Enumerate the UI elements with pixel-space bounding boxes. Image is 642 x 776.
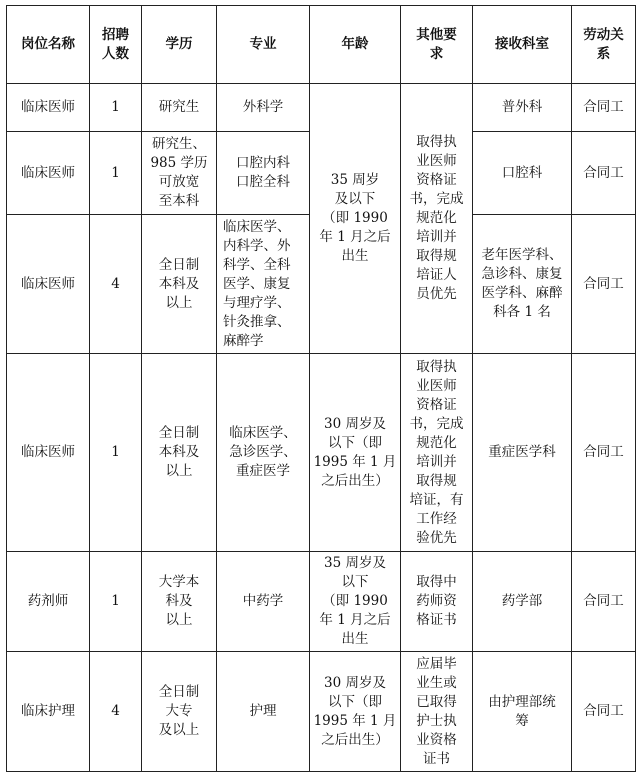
cell-line: 医学、康复 bbox=[223, 275, 291, 292]
table-row bbox=[7, 84, 636, 132]
cell-position: 临床护理 bbox=[7, 652, 90, 772]
cell-line: 重症医学 bbox=[236, 463, 290, 479]
cell-line: 本科及 bbox=[158, 444, 200, 460]
cell-line: 护理 bbox=[249, 703, 277, 719]
cell-line: 口腔科 bbox=[501, 164, 543, 181]
cell-line: 全日制 bbox=[158, 256, 200, 273]
cell-position: 临床医师 bbox=[7, 132, 90, 215]
cell-count: 1 bbox=[90, 354, 142, 552]
header-line: 系 bbox=[596, 45, 611, 62]
cell-line: 及以上 bbox=[158, 722, 200, 738]
header-line: 劳动关 bbox=[583, 26, 624, 43]
cell-line: 已取得 bbox=[416, 693, 457, 710]
cell-line: 资格证 bbox=[416, 396, 457, 413]
cell-line: 大学本 bbox=[158, 574, 200, 590]
cell-line: 药师资 bbox=[416, 593, 457, 609]
cell-count: 1 bbox=[90, 552, 142, 652]
cell-major bbox=[217, 552, 310, 652]
cell-line: 临床医学、 bbox=[229, 425, 297, 441]
cell-line: 取得规 bbox=[416, 472, 457, 489]
cell-age-merged bbox=[310, 84, 401, 354]
cell-line: 大专 bbox=[165, 703, 193, 719]
cell-relation: 合同工 bbox=[572, 132, 636, 215]
cell-line: 业生或 bbox=[416, 674, 457, 691]
header-labor-relation bbox=[572, 6, 636, 84]
cell-other bbox=[401, 354, 473, 552]
header-line: 其他要 bbox=[416, 26, 457, 43]
cell-line: 培训并 bbox=[416, 453, 457, 470]
cell-line: 口腔全科 bbox=[236, 174, 290, 190]
cell-line: 急诊科、康复 bbox=[481, 266, 563, 282]
document bbox=[6, 5, 636, 772]
cell-education bbox=[142, 552, 217, 652]
cell-line: 普外科 bbox=[501, 99, 543, 115]
cell-line: 由护理部统 bbox=[488, 693, 556, 710]
cell-line: 资格证 bbox=[416, 172, 457, 188]
cell-line: 全日制 bbox=[158, 425, 200, 441]
cell-line: 证书 bbox=[423, 750, 450, 767]
cell-line: 30 周岁及 bbox=[324, 674, 386, 691]
cell-line: 验优先 bbox=[416, 529, 457, 546]
header-line: 招聘 bbox=[102, 26, 129, 43]
cell-line: 1995 年 1 月 bbox=[313, 712, 397, 729]
cell-education bbox=[142, 132, 217, 215]
cell-line: 以下 bbox=[341, 574, 369, 590]
cell-age bbox=[310, 354, 401, 552]
cell-line: 至本科 bbox=[158, 193, 200, 209]
cell-line: 书，完成 bbox=[409, 191, 464, 207]
header-line: 求 bbox=[429, 45, 444, 62]
cell-relation: 合同工 bbox=[572, 652, 636, 772]
header-recruit-count bbox=[90, 6, 142, 84]
cell-line: 规范化 bbox=[416, 434, 457, 451]
cell-line: 1995 年 1 月 bbox=[313, 453, 397, 470]
cell-line: 应届毕 bbox=[416, 655, 457, 672]
cell-major bbox=[217, 215, 310, 354]
cell-line: 规范化 bbox=[416, 210, 457, 226]
cell-line: 工作经 bbox=[416, 510, 457, 527]
cell-line: 针灸推拿、 bbox=[223, 313, 291, 330]
cell-line: 取得执 bbox=[416, 358, 457, 375]
cell-line: 取得规 bbox=[416, 248, 457, 264]
cell-position: 药剂师 bbox=[7, 552, 90, 652]
cell-relation: 合同工 bbox=[572, 552, 636, 652]
cell-department bbox=[473, 215, 572, 354]
cell-line: 临床医学、 bbox=[223, 218, 291, 235]
table-row bbox=[7, 652, 636, 772]
cell-department bbox=[473, 132, 572, 215]
cell-line: 外科学 bbox=[242, 99, 284, 115]
cell-line: 培证，有 bbox=[409, 491, 464, 508]
cell-line: 重症医学科 bbox=[488, 444, 556, 460]
cell-line: 业医师 bbox=[416, 377, 457, 394]
cell-line: 筹 bbox=[515, 712, 529, 729]
cell-age bbox=[310, 552, 401, 652]
cell-line: 出生 bbox=[341, 631, 369, 647]
cell-line: 之后出生） bbox=[321, 731, 389, 748]
cell-line: 研究生、 bbox=[152, 136, 206, 152]
cell-major bbox=[217, 132, 310, 215]
cell-line: 35 周岁 bbox=[330, 172, 380, 188]
cell-position: 临床医师 bbox=[7, 354, 90, 552]
cell-major bbox=[217, 84, 310, 132]
recruitment-table bbox=[6, 5, 636, 772]
cell-line: 研究生 bbox=[158, 99, 200, 115]
cell-line: 内科学、外 bbox=[223, 237, 291, 254]
cell-other-merged bbox=[401, 84, 473, 354]
cell-line: 取得执 bbox=[416, 134, 457, 150]
header-major: 专业 bbox=[217, 6, 310, 84]
cell-major bbox=[217, 354, 310, 552]
cell-relation: 合同工 bbox=[572, 354, 636, 552]
header-education: 学历 bbox=[142, 6, 217, 84]
cell-line: 取得中 bbox=[416, 574, 457, 590]
cell-line: 全日制 bbox=[158, 684, 200, 700]
cell-line: 及以下 bbox=[334, 191, 376, 207]
cell-department bbox=[473, 552, 572, 652]
cell-line: 口腔内科 bbox=[236, 155, 290, 171]
cell-line: 医学科、麻醉 bbox=[481, 285, 563, 301]
header-other-requirements bbox=[401, 6, 473, 84]
cell-line: 之后出生） bbox=[321, 472, 389, 489]
cell-line: 以上 bbox=[165, 294, 193, 311]
cell-education bbox=[142, 84, 217, 132]
table-row bbox=[7, 552, 636, 652]
cell-line: 老年医学科、 bbox=[481, 247, 563, 263]
cell-position: 临床医师 bbox=[7, 215, 90, 354]
cell-relation: 合同工 bbox=[572, 84, 636, 132]
cell-other bbox=[401, 652, 473, 772]
cell-department bbox=[473, 84, 572, 132]
cell-line: 急诊医学、 bbox=[229, 444, 297, 460]
header-position: 岗位名称 bbox=[7, 6, 90, 84]
cell-department bbox=[473, 354, 572, 552]
table-row bbox=[7, 354, 636, 552]
cell-line: 科各 1 名 bbox=[493, 304, 551, 320]
cell-line: 年 1 月之后 bbox=[319, 229, 391, 245]
cell-line: 业资格 bbox=[416, 731, 457, 748]
cell-line: 以下（即 bbox=[328, 693, 382, 710]
cell-count: 4 bbox=[90, 215, 142, 354]
cell-line: 科及 bbox=[165, 593, 193, 609]
cell-line: 书，完成 bbox=[409, 415, 464, 432]
cell-line: 以上 bbox=[165, 612, 193, 628]
header-department: 接收科室 bbox=[473, 6, 572, 84]
cell-line: 年 1 月之后 bbox=[319, 612, 391, 628]
cell-education bbox=[142, 215, 217, 354]
cell-line: 科学、全科 bbox=[223, 256, 291, 273]
cell-position: 临床医师 bbox=[7, 84, 90, 132]
cell-count: 1 bbox=[90, 132, 142, 215]
cell-line: 以下（即 bbox=[328, 434, 382, 451]
cell-line: 30 周岁及 bbox=[324, 415, 386, 432]
cell-other bbox=[401, 552, 473, 652]
cell-line: 业医师 bbox=[416, 153, 457, 169]
cell-education bbox=[142, 354, 217, 552]
cell-line: 格证书 bbox=[416, 612, 457, 628]
cell-department bbox=[473, 652, 572, 772]
cell-line: 985 学历 bbox=[150, 155, 208, 171]
cell-line: 出生 bbox=[341, 248, 369, 264]
cell-line: 本科及 bbox=[158, 275, 200, 292]
cell-line: 麻醉学 bbox=[223, 332, 264, 349]
cell-line: 35 周岁及 bbox=[324, 555, 386, 571]
header-age: 年龄 bbox=[310, 6, 401, 84]
cell-line: 可放宽 bbox=[158, 174, 200, 190]
cell-line: 以上 bbox=[165, 463, 193, 479]
cell-relation: 合同工 bbox=[572, 215, 636, 354]
cell-line: 员优先 bbox=[416, 286, 457, 302]
cell-line: 与理疗学、 bbox=[223, 294, 291, 311]
cell-line: 中药学 bbox=[242, 593, 284, 609]
cell-major bbox=[217, 652, 310, 772]
cell-education bbox=[142, 652, 217, 772]
header-row bbox=[7, 6, 636, 84]
cell-line: 护士执 bbox=[416, 712, 457, 729]
cell-line: 药学部 bbox=[501, 593, 543, 609]
cell-count: 1 bbox=[90, 84, 142, 132]
cell-line: 培证人 bbox=[416, 267, 457, 283]
cell-count: 4 bbox=[90, 652, 142, 772]
cell-age bbox=[310, 652, 401, 772]
cell-line: 培训并 bbox=[416, 229, 457, 245]
cell-line: （即 1990 bbox=[322, 210, 388, 226]
cell-line: （即 1990 bbox=[322, 593, 388, 609]
header-line: 人数 bbox=[102, 45, 129, 62]
